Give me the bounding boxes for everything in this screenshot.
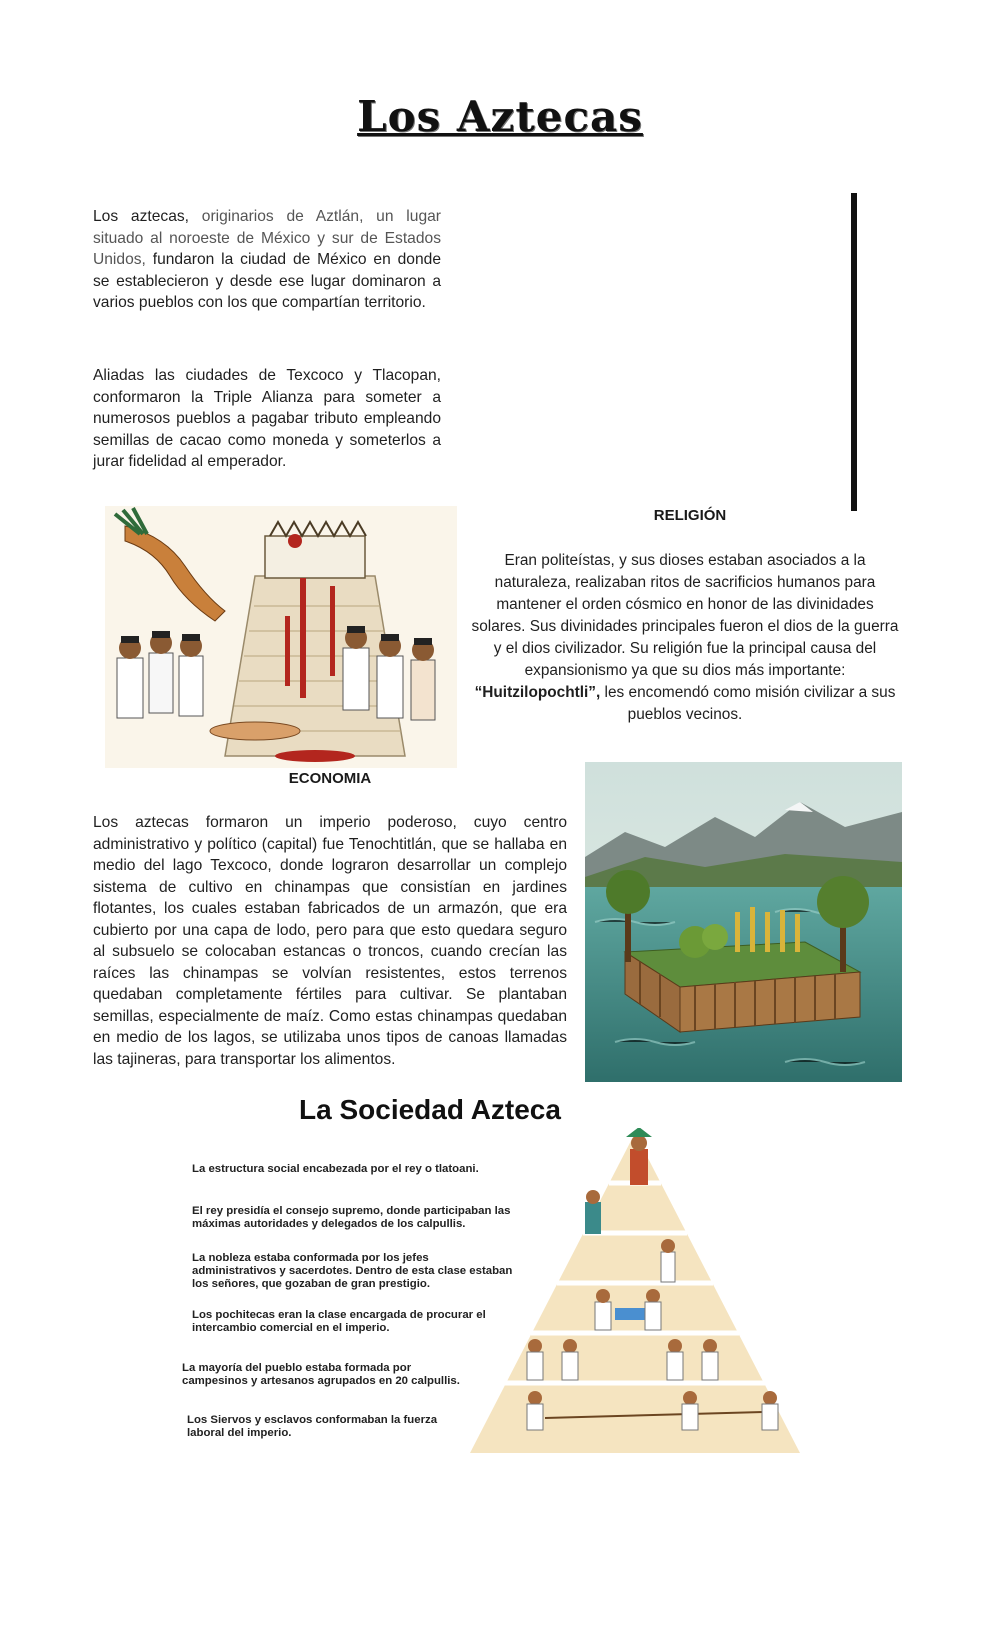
chinampa-image [585,762,902,1082]
society-item-commoners: La mayoría del pueblo estaba formada por campesinos y artesanos agrupados en 20 calpullis. [182,1362,460,1387]
religion-heading: RELIGIÓN [653,507,727,524]
religion-god-name: “Huitzilopochtli”, [474,684,601,701]
social-pyramid-image [465,1128,805,1473]
sacrifice-codex-image [105,506,457,768]
economia-heading: ECONOMIA [288,770,372,787]
society-item-pochtecas: Los pochitecas eran la clase encargada de procurar el intercambio comercial en el imperio. [192,1309,486,1334]
intro-text-a: Los aztecas, [93,208,202,225]
religion-text-b: les encomendó como misión civilizar a sus pueblos vecinos. [600,684,896,723]
intro-text-b: fundaron la ciudad de México en donde se establecieron y desde ese lugar dominaron a varios pueblos con los que compartían territorio. [93,251,441,311]
society-item-king: La estructura social encabezada por el rey o tlatoani. [192,1163,479,1175]
intro-paragraph-1 [93,206,441,314]
society-item-slaves: Los Siervos y esclavos conformaban la fuerza laboral del imperio. [187,1414,438,1439]
intro-paragraph-2: Aliadas las ciudades de Texcoco y Tlacopan, conformaron la Triple Alianza para someter a numerosos pueblos a pagabar tributo empleando semillas de cacao como moneda y someterlos a jurar fidelidad al emperador. [93,367,441,470]
religion-text-a: Eran politeístas, y sus dioses estaban asociados a la naturaleza, realizaban ritos de sacrificios humanos para mantener el orden cósmico en honor de las divinidades solares. Sus divinidades principales fueron el dios de la guerra y el dios civilizador. Su religión fue la principal causa del expansionismo ya que su dios más importante: [471,552,899,679]
page-title: Los Aztecas [357,92,643,141]
society-item-council: El rey presidía el consejo supremo, donde participaban las máximas autoridades y delegados de los calpullis. [192,1205,511,1230]
vertical-divider [851,193,857,511]
intro-text-origin: originarios de Aztlán, un lugar situado al noroeste de México y sur de Estados Unidos, [93,208,441,268]
economia-paragraph: Los aztecas formaron un imperio poderoso, cuyo centro administrativo y político (capital) fue Tenochtitlán, que se hallaba en medio del lago Texcoco, donde lograron desarrollar un complejo sistema de cultivo en chinampas que consistían en jardines flotantes, los cuales estaban fabricados de un armazón, que era cubierto por una capa de lodo, pero para que esto quedara seguro al subsuelo se colocaban estancas o troncos, cuando crecían las raíces las chinampas se volvían resistentes, estos terrenos quedaban completamente fértiles para cultivar. Se plantaban semillas, especialmente de maíz. Como estas chinampas quedaban en medio de los lagos, se utilizaba unos tipos de canoas llamadas las tajineras, para transportar los alimentos. [93,814,567,1068]
religion-paragraph [470,550,900,726]
society-title: La Sociedad Azteca [299,1094,561,1125]
society-item-nobility: La nobleza estaba conformada por los jefes administrativos y sacerdotes. Dentro de esta clase estaban los señores, que gozaban de gran prestigio. [192,1252,513,1290]
